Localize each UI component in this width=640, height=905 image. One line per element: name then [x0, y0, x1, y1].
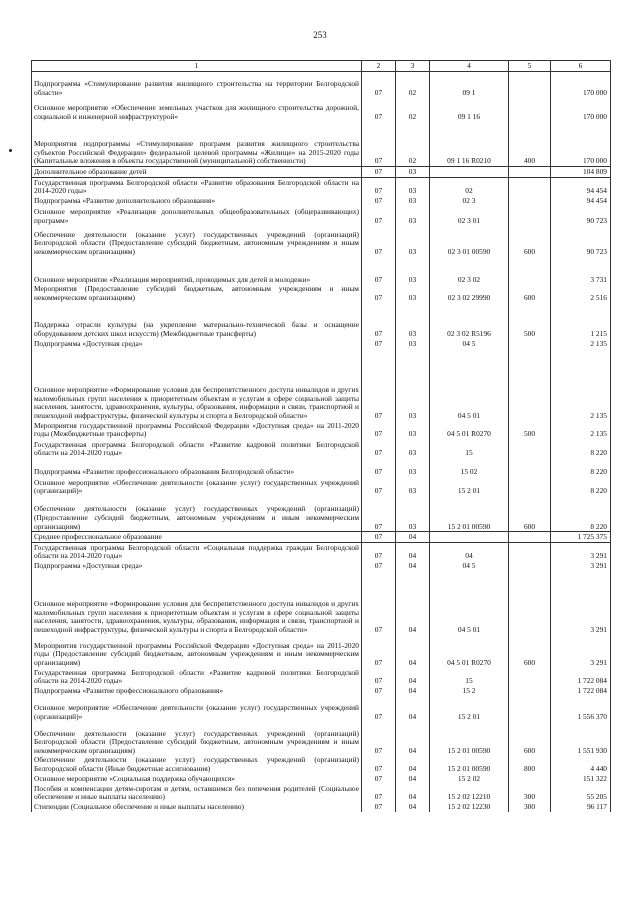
row-expense-type: 600: [509, 721, 551, 755]
row-target-article: 04 5 01: [430, 349, 509, 421]
row-description: Обеспечение деятельности (оказание услуг) государственных учреждений (организаций) Белгородской области (Предоставление субсидий бюджетным, автономным учреждениям и иным некоммерческим организациям): [32, 225, 362, 256]
row-expense-type: 400: [509, 122, 551, 167]
row-expense-type: 300: [509, 802, 551, 812]
row-target-article: 15 02: [430, 458, 509, 477]
table-row: [32, 774, 611, 784]
row-subsection-code: 04: [396, 542, 430, 561]
table-row: [32, 686, 611, 696]
table-row: [32, 98, 611, 122]
row-target-article: 04 5 01: [430, 571, 509, 635]
row-target-article: 04 5 01 R0270: [430, 421, 509, 439]
row-description: Мероприятия государственной программы Российской Федерации «Доступная среда» на 2011-2020 годы (Предоставление субсидий бюджетным, автономным учреждениям и иным некоммерческим организациям): [32, 635, 362, 668]
row-expense-type: [509, 205, 551, 225]
row-target-article: 15 2 02 12230: [430, 802, 509, 812]
table-row: [32, 196, 611, 206]
row-amount: 3 291: [551, 542, 611, 561]
row-subsection-code: 03: [396, 496, 430, 532]
row-expense-type: [509, 686, 551, 696]
row-section-code: 07: [362, 784, 396, 802]
row-expense-type: [509, 439, 551, 458]
table-row: [32, 755, 611, 773]
row-expense-type: [509, 542, 551, 561]
row-target-article: 15 2 01 00590: [430, 496, 509, 532]
col-header-3: 3: [396, 61, 430, 72]
row-section-code: 07: [362, 421, 396, 439]
row-target-article: [430, 167, 509, 178]
row-expense-type: [509, 349, 551, 421]
row-section-code: 07: [362, 561, 396, 571]
col-header-4: 4: [430, 61, 509, 72]
row-description: Государственная программа Белгородской области «Развитие образования Белгородской области на 2014-2020 годы»: [32, 177, 362, 196]
table-row: [32, 802, 611, 812]
row-amount: 1 556 370: [551, 695, 611, 721]
table-row: [32, 496, 611, 532]
row-subsection-code: 03: [396, 477, 430, 496]
table-row: [32, 668, 611, 686]
row-subsection-code: 04: [396, 686, 430, 696]
row-target-article: 02 3 02 29990: [430, 284, 509, 302]
row-description: Основное мероприятие «Реализация мероприятий, проводимых для детей и молодежи»: [32, 256, 362, 284]
row-amount: 55 205: [551, 784, 611, 802]
row-expense-type: 600: [509, 635, 551, 668]
row-amount: 96 117: [551, 802, 611, 812]
row-description: Обеспечение деятельности (оказание услуг) государственных учреждений (организаций) (Предоставление субсидий бюджетным, автономным учреждениям и иным некоммерческим организациям): [32, 496, 362, 532]
row-amount: 94 454: [551, 177, 611, 196]
row-subsection-code: 03: [396, 421, 430, 439]
page-number: 253: [313, 30, 327, 40]
row-expense-type: 600: [509, 225, 551, 256]
row-subsection-code: 03: [396, 177, 430, 196]
row-subsection-code: 04: [396, 774, 430, 784]
row-section-code: 07: [362, 284, 396, 302]
row-amount: 4 440: [551, 755, 611, 773]
row-subsection-code: 04: [396, 784, 430, 802]
col-header-5: 5: [509, 61, 551, 72]
row-subsection-code: 03: [396, 458, 430, 477]
row-target-article: 02 3: [430, 196, 509, 206]
row-target-article: 15 2 01 00590: [430, 721, 509, 755]
row-section-code: 07: [362, 177, 396, 196]
row-target-article: 15 2 02: [430, 774, 509, 784]
row-section-code: 07: [362, 571, 396, 635]
row-section-code: 07: [362, 205, 396, 225]
row-description: Подпрограмма «Развитие профессионального образования»: [32, 686, 362, 696]
row-target-article: 15: [430, 668, 509, 686]
row-expense-type: 800: [509, 755, 551, 773]
row-subsection-code: 02: [396, 72, 430, 98]
section-row: [32, 167, 611, 178]
row-subsection-code: 02: [396, 122, 430, 167]
col-header-6: 6: [551, 61, 611, 72]
row-section-code: 07: [362, 774, 396, 784]
row-section-code: 07: [362, 532, 396, 543]
margin-mark: [9, 149, 12, 152]
row-subsection-code: 03: [396, 167, 430, 178]
row-subsection-code: 04: [396, 532, 430, 543]
row-subsection-code: 04: [396, 802, 430, 812]
row-target-article: 04 5: [430, 339, 509, 349]
row-section-code: 07: [362, 496, 396, 532]
row-target-article: 02 3 01 00590: [430, 225, 509, 256]
row-subsection-code: 02: [396, 98, 430, 122]
row-expense-type: [509, 339, 551, 349]
row-description: Основное мероприятие «Обеспечение деятельности (оказание услуг) государственных учреждений (организаций)»: [32, 477, 362, 496]
table-row: [32, 339, 611, 349]
table-row: [32, 284, 611, 302]
row-section-code: 07: [362, 686, 396, 696]
row-subsection-code: 03: [396, 349, 430, 421]
row-amount: 8 220: [551, 496, 611, 532]
row-expense-type: [509, 561, 551, 571]
table-row: [32, 256, 611, 284]
table-row: [32, 571, 611, 635]
row-amount: 2 135: [551, 339, 611, 349]
row-subsection-code: 04: [396, 755, 430, 773]
row-amount: 151 322: [551, 774, 611, 784]
row-expense-type: [509, 177, 551, 196]
row-expense-type: [509, 458, 551, 477]
table-row: [32, 721, 611, 755]
row-amount: 8 220: [551, 477, 611, 496]
row-section-code: 07: [362, 695, 396, 721]
row-description: Мероприятия (Предоставление субсидий бюджетным, автономным учреждениям и иным некоммерческим организациям): [32, 284, 362, 302]
table-row: [32, 561, 611, 571]
row-amount: 1 725 375: [551, 532, 611, 543]
table-row: [32, 542, 611, 561]
row-amount: 1 215: [551, 303, 611, 339]
row-target-article: 09 1: [430, 72, 509, 98]
row-amount: 3 291: [551, 561, 611, 571]
row-description: Подпрограмма «Развитие профессионального образования Белгородской области»: [32, 458, 362, 477]
row-description: Обеспечение деятельности (оказание услуг) государственных учреждений (организаций) Белгородской области (Иные бюджетные ассигнования): [32, 755, 362, 773]
row-subsection-code: 04: [396, 721, 430, 755]
row-description: Подпрограмма «Стимулирование развития жилищного строительства на территории Белгородской области»: [32, 72, 362, 98]
col-header-2: 2: [362, 61, 396, 72]
row-target-article: 09 1 16: [430, 98, 509, 122]
row-description: Обеспечение деятельности (оказание услуг) государственных учреждений (организаций) Белгородской области (Предоставление субсидий бюджетным, автономным учреждениям и иным некоммерческим организациям): [32, 721, 362, 755]
row-expense-type: 600: [509, 284, 551, 302]
row-target-article: 15 2 01: [430, 695, 509, 721]
table-row: [32, 439, 611, 458]
row-expense-type: [509, 668, 551, 686]
row-description: Подпрограмма «Доступная среда»: [32, 561, 362, 571]
row-amount: 2 135: [551, 421, 611, 439]
row-description: Основное мероприятие «Обеспечение деятельности (оказание услуг) государственных учреждений (организаций)»: [32, 695, 362, 721]
table-row: [32, 695, 611, 721]
table-row: [32, 477, 611, 496]
row-section-code: 07: [362, 349, 396, 421]
row-expense-type: [509, 571, 551, 635]
section-row: [32, 532, 611, 543]
row-section-code: 07: [362, 98, 396, 122]
row-description: Основное мероприятие «Реализация дополнительных общеобразовательных (общеразвивающих) программ»: [32, 205, 362, 225]
table-row: [32, 122, 611, 167]
row-section-code: 07: [362, 458, 396, 477]
row-section-code: 07: [362, 256, 396, 284]
row-description: Подпрограмма «Доступная среда»: [32, 339, 362, 349]
row-description: Пособия и компенсации детям-сиротам и детям, оставшимся без попечения родителей (Социальное обеспечение и иные выплаты населению): [32, 784, 362, 802]
row-expense-type: [509, 695, 551, 721]
row-expense-type: [509, 774, 551, 784]
row-section-code: 07: [362, 196, 396, 206]
row-description: Государственная программа Белгородской области «Социальная поддержка граждан Белгородской области на 2014-2020 годы»: [32, 542, 362, 561]
row-section-code: 07: [362, 339, 396, 349]
row-amount: 170 000: [551, 98, 611, 122]
row-amount: 90 723: [551, 205, 611, 225]
row-subsection-code: 03: [396, 284, 430, 302]
row-target-article: 15: [430, 439, 509, 458]
row-amount: 170 000: [551, 122, 611, 167]
row-expense-type: 300: [509, 784, 551, 802]
row-amount: 3 731: [551, 256, 611, 284]
row-section-code: 07: [362, 635, 396, 668]
row-target-article: 02 3 02 R5196: [430, 303, 509, 339]
row-description: Мероприятия подпрограммы «Стимулирование программ развития жилищного строительства субъектов Российской Федерации» федеральной целевой программы «Жилище» на 2015-2020 годы (Капитальные вложения в объекты государственной (муниципальной) собственности): [32, 122, 362, 167]
row-description: Государственная программа Белгородской области «Развитие кадровой политики Белгородской области на 2014-2020 годы»: [32, 439, 362, 458]
row-expense-type: [509, 532, 551, 543]
row-target-article: 04 5: [430, 561, 509, 571]
row-amount: 1 722 084: [551, 668, 611, 686]
row-amount: 1 551 930: [551, 721, 611, 755]
row-expense-type: [509, 196, 551, 206]
row-section-code: 07: [362, 225, 396, 256]
table-row: [32, 458, 611, 477]
row-amount: 3 291: [551, 635, 611, 668]
row-amount: 1 722 084: [551, 686, 611, 696]
row-expense-type: 500: [509, 303, 551, 339]
row-amount: 94 454: [551, 196, 611, 206]
row-target-article: 04 5 01 R0270: [430, 635, 509, 668]
row-description: Основное мероприятие «Формирование условия для беспрепятственного доступа инвалидов и других маломобильных групп населения к приоритетным объектам и услугам в сфере социальной защиты населения, занятости, здравоохранения, культуры, образования, информации и связи, транспортной и пешеходной инфраструктуры, физической культуры и спорта в Белгородской области»: [32, 349, 362, 421]
row-section-code: 07: [362, 167, 396, 178]
row-expense-type: [509, 256, 551, 284]
row-description: Государственная программа Белгородской области «Развитие кадровой политики Белгородской области на 2014-2020 годы»: [32, 668, 362, 686]
row-amount: 104 809: [551, 167, 611, 178]
row-expense-type: [509, 72, 551, 98]
row-subsection-code: 03: [396, 256, 430, 284]
row-subsection-code: 03: [396, 196, 430, 206]
row-description: Дополнительное образование детей: [32, 167, 362, 178]
table-row: [32, 349, 611, 421]
row-subsection-code: 03: [396, 339, 430, 349]
row-description: Основное мероприятие «Социальная поддержка обучающихся»: [32, 774, 362, 784]
row-section-code: 07: [362, 72, 396, 98]
budget-table: [31, 60, 611, 812]
row-subsection-code: 03: [396, 439, 430, 458]
row-expense-type: [509, 98, 551, 122]
row-subsection-code: 04: [396, 635, 430, 668]
table-row: [32, 72, 611, 98]
row-section-code: 07: [362, 477, 396, 496]
row-target-article: 02 3 01: [430, 205, 509, 225]
row-subsection-code: 04: [396, 571, 430, 635]
table-header-row: [32, 61, 611, 72]
row-target-article: 15 2 01: [430, 477, 509, 496]
row-target-article: 15 2 01 00590: [430, 755, 509, 773]
row-expense-type: [509, 477, 551, 496]
row-section-code: 07: [362, 721, 396, 755]
row-target-article: [430, 532, 509, 543]
row-subsection-code: 04: [396, 695, 430, 721]
row-section-code: 07: [362, 802, 396, 812]
row-section-code: 07: [362, 303, 396, 339]
row-description: Основное мероприятие «Формирование условия для беспрепятственного доступа инвалидов и других маломобильных групп населения к приоритетным объектам и услугам в сфере социальной защиты населения, занятости, здравоохранения, культуры, образования, информация и связи, транспортной и пешеходной инфраструктуры, физической культуры и спорта в Белгородской области»: [32, 571, 362, 635]
row-target-article: 02: [430, 177, 509, 196]
row-target-article: 02 3 02: [430, 256, 509, 284]
row-description: Стипендии (Социальное обеспечение и иные выплаты населению): [32, 802, 362, 812]
col-header-1: 1: [32, 61, 362, 72]
table-row: [32, 205, 611, 225]
row-target-article: 15 2: [430, 686, 509, 696]
row-expense-type: [509, 167, 551, 178]
table-row: [32, 784, 611, 802]
row-description: Мероприятия государственной программы Российской Федерации «Доступная среда» на 2011-2020 годы (Межбюджетные трансферты): [32, 421, 362, 439]
row-description: Среднее профессиональное образование: [32, 532, 362, 543]
row-section-code: 07: [362, 542, 396, 561]
row-amount: 90 723: [551, 225, 611, 256]
row-subsection-code: 03: [396, 225, 430, 256]
row-subsection-code: 03: [396, 303, 430, 339]
row-amount: 2 135: [551, 349, 611, 421]
table-row: [32, 177, 611, 196]
row-amount: 3 291: [551, 571, 611, 635]
row-subsection-code: 04: [396, 561, 430, 571]
row-amount: 8 220: [551, 458, 611, 477]
row-target-article: 09 1 16 R0210: [430, 122, 509, 167]
row-amount: 8 220: [551, 439, 611, 458]
row-target-article: 15 2 02 12210: [430, 784, 509, 802]
table-row: [32, 303, 611, 339]
row-amount: 2 516: [551, 284, 611, 302]
row-amount: 170 000: [551, 72, 611, 98]
table-row: [32, 635, 611, 668]
row-description: Поддержка отрасли культуры (на укрепление материально-технической базы и оснащение оборудованием детских школ искусств) (Межбюджетные трансферты): [32, 303, 362, 339]
row-expense-type: 500: [509, 421, 551, 439]
row-subsection-code: 03: [396, 205, 430, 225]
row-subsection-code: 04: [396, 668, 430, 686]
row-section-code: 07: [362, 755, 396, 773]
row-expense-type: 600: [509, 496, 551, 532]
row-description: Подпрограмма «Развитие дополнительного образования»: [32, 196, 362, 206]
row-section-code: 07: [362, 122, 396, 167]
table-row: [32, 225, 611, 256]
row-section-code: 07: [362, 439, 396, 458]
row-target-article: 04: [430, 542, 509, 561]
table-row: [32, 421, 611, 439]
row-section-code: 07: [362, 668, 396, 686]
row-description: Основное мероприятие «Обеспечение земельных участков для жилищного строительства дорожной, социальной и инженерной инфраструктурой»: [32, 98, 362, 122]
